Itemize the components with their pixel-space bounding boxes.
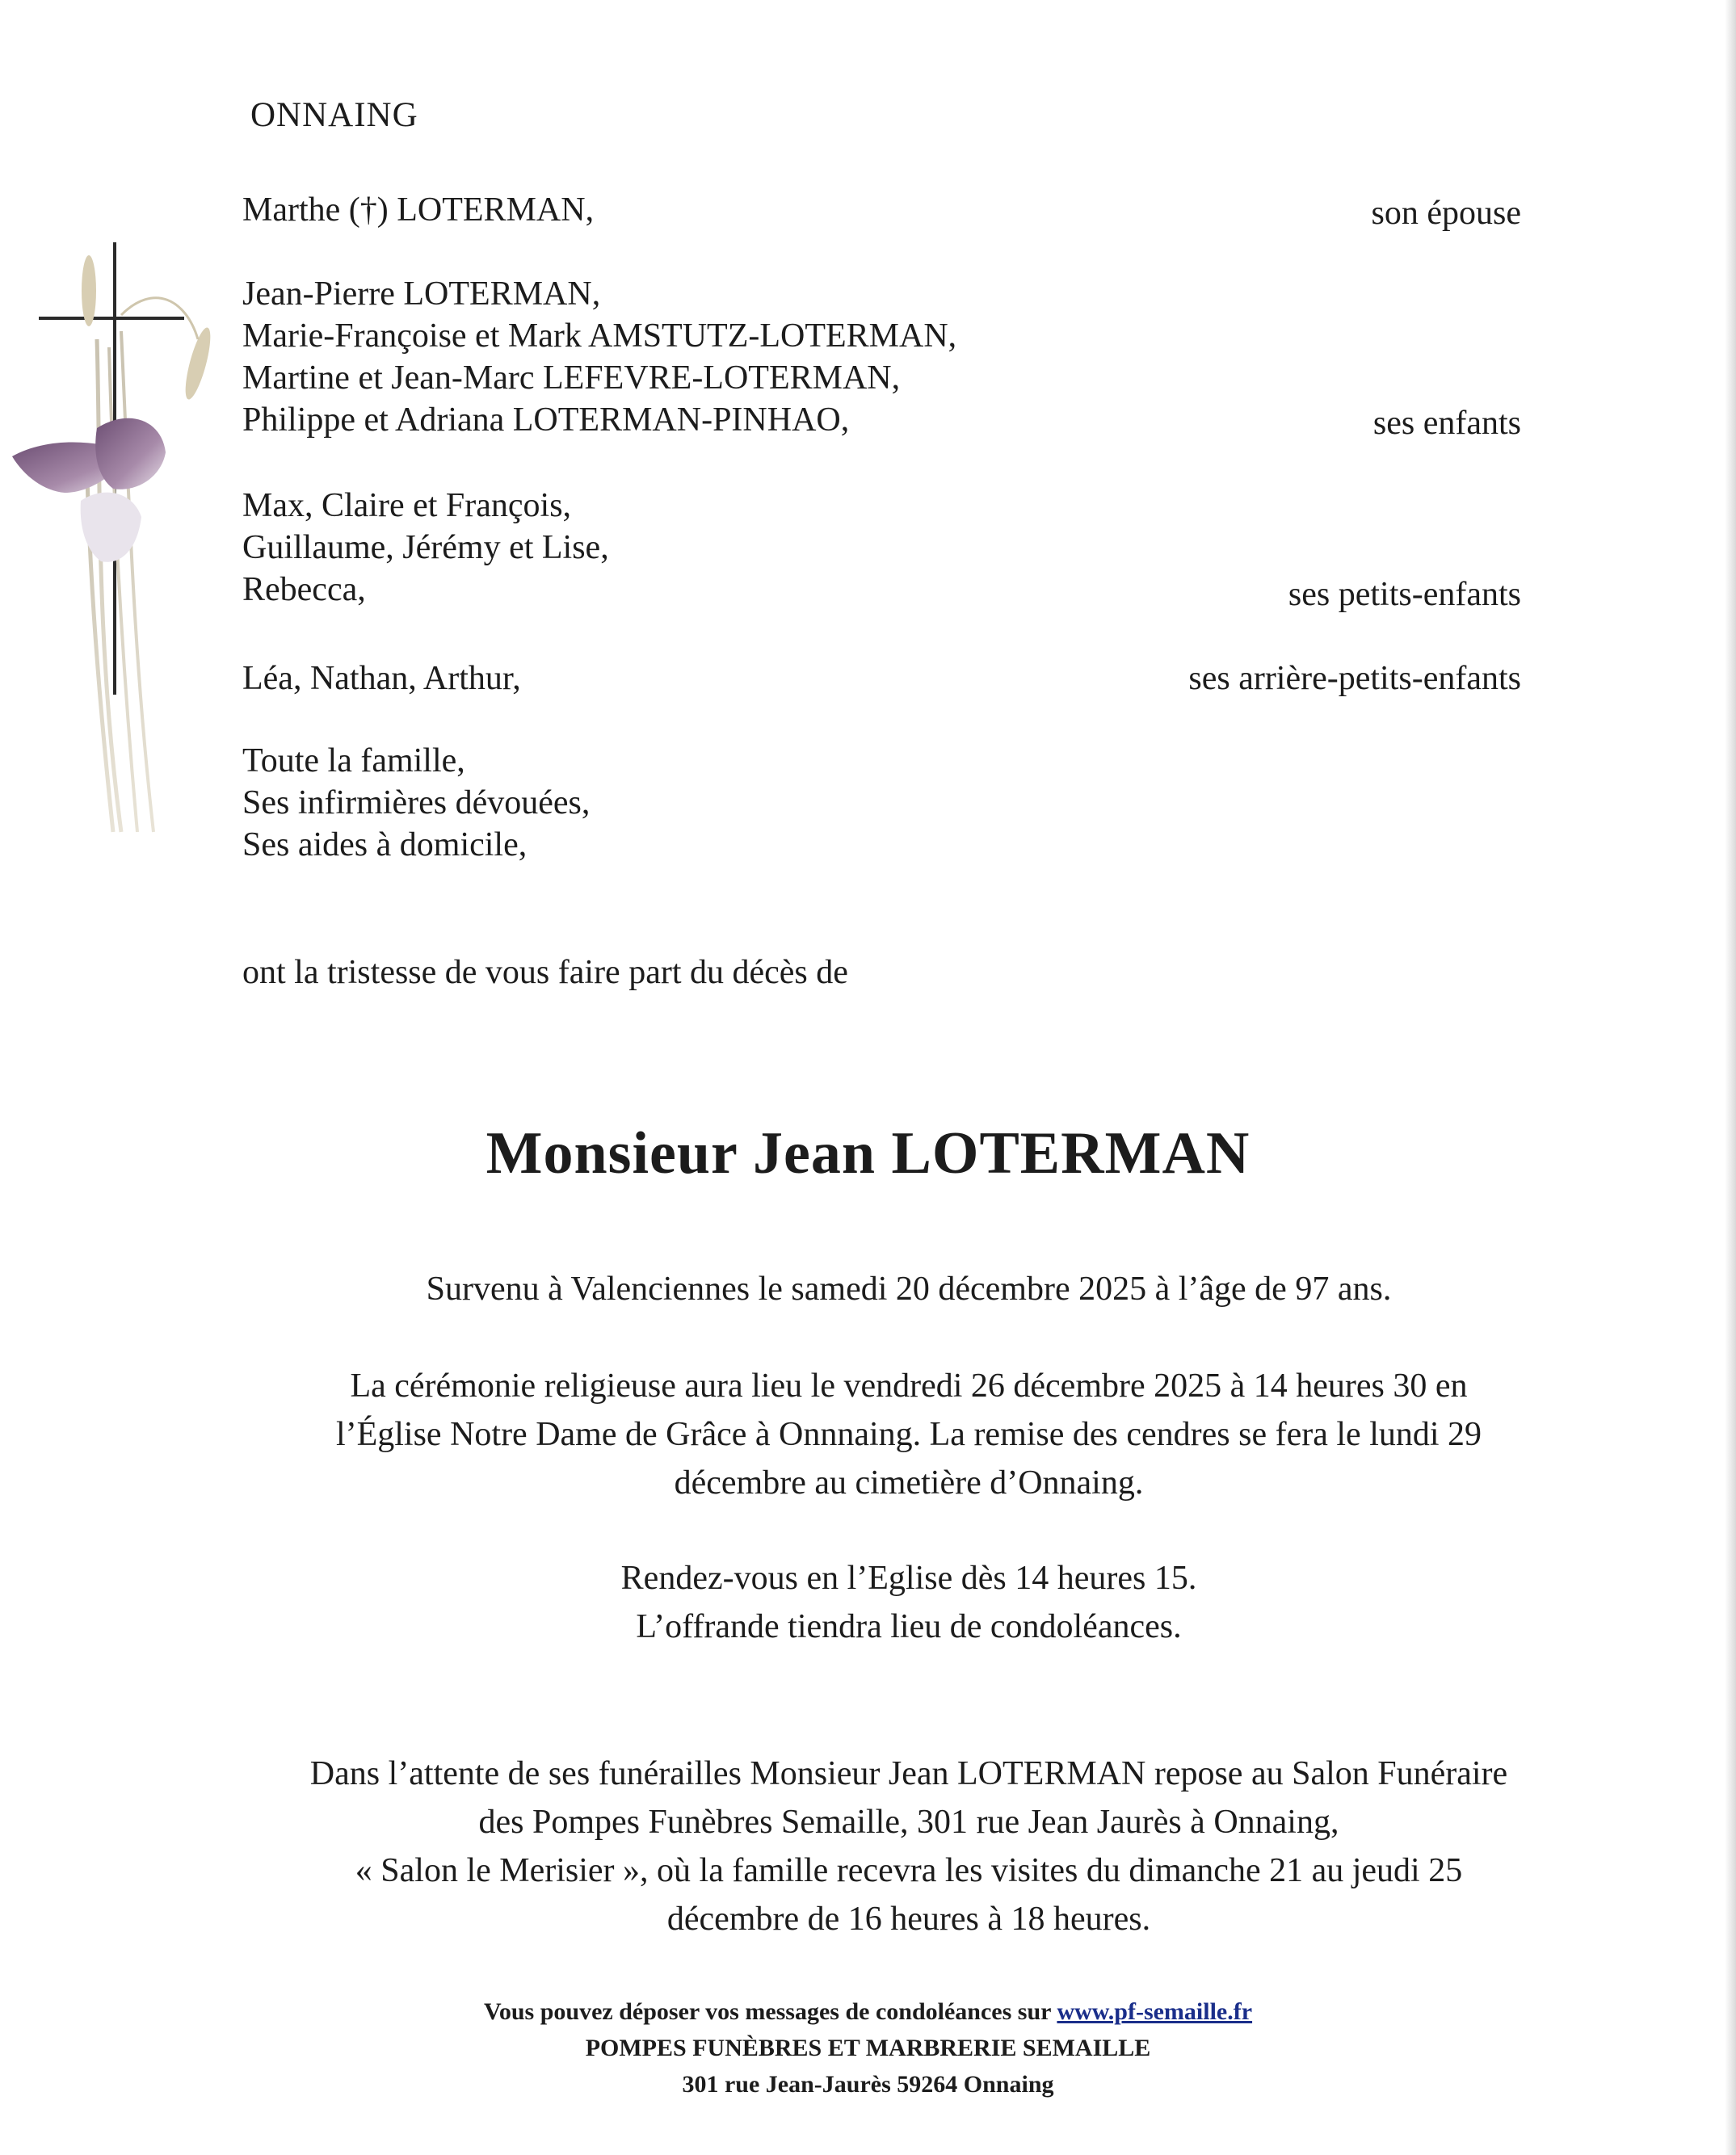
grandchild-name: Rebecca, xyxy=(242,571,366,608)
visitation-details xyxy=(202,1750,1616,1943)
ceremony-details xyxy=(202,1362,1616,1507)
visitation-line: des Pompes Funèbres Semaille, 301 rue Jean Jaurès à Onnaing, xyxy=(478,1804,1339,1841)
others-block xyxy=(242,740,1527,866)
children-relation: ses enfants xyxy=(1372,405,1521,442)
spouse-relation: son épouse xyxy=(1371,195,1521,232)
grandchildren-relation: ses petits-enfants xyxy=(1288,576,1521,613)
child-name: Marie-Françoise et Mark AMSTUTZ-LOTERMAN, xyxy=(242,317,957,355)
website-link[interactable]: www.pf-semaille.fr xyxy=(1057,1998,1253,2025)
other-mourner: Toute la famille, xyxy=(242,742,465,779)
other-mourner: Ses infirmières dévouées, xyxy=(242,784,591,821)
meeting-line: L’offrande tiendra lieu de condoléances. xyxy=(636,1608,1182,1645)
meeting-details xyxy=(202,1554,1616,1651)
child-name: Martine et Jean-Marc LEFEVRE-LOTERMAN, xyxy=(242,359,901,397)
announcement-text: ont la tristesse de vous faire part du décès de xyxy=(242,954,848,991)
children-block xyxy=(242,273,1527,441)
company-name: POMPES FUNÈBRES ET MARBRERIE SEMAILLE xyxy=(585,2035,1151,2061)
condolence-message-line xyxy=(0,1993,1736,2030)
city-heading: ONNAING xyxy=(250,96,418,134)
condolence-prefix: Vous pouvez déposer vos messages de condoléances sur xyxy=(483,1998,1051,2025)
visitation-line: décembre de 16 heures à 18 heures. xyxy=(666,1901,1151,1938)
child-name: Philippe et Adriana LOTERMAN-PINHAO, xyxy=(242,401,850,439)
meeting-line: Rendez-vous en l’Eglise dès 14 heures 15. xyxy=(620,1560,1197,1597)
visitation-line: Dans l’attente de ses funérailles Monsieur Jean LOTERMAN repose au Salon Funéraire xyxy=(309,1755,1508,1792)
death-details xyxy=(202,1265,1616,1313)
grandchild-name: Max, Claire et François, xyxy=(242,487,572,524)
spouse-name: Marthe (†) LOTERMAN, xyxy=(242,191,595,229)
grandchild-name: Guillaume, Jérémy et Lise, xyxy=(242,529,609,566)
page-edge-shadow xyxy=(1725,0,1736,2155)
company-address: 301 rue Jean-Jaurès 59264 Onnaing xyxy=(682,2071,1054,2098)
ceremony-line: décembre au cimetière d’Onnaing. xyxy=(674,1464,1144,1502)
spouse-block xyxy=(242,189,1527,231)
cross-lily-decoration-icon xyxy=(0,234,218,848)
child-name: Jean-Pierre LOTERMAN, xyxy=(242,275,601,313)
great-grandchildren-relation: ses arrière-petits-enfants xyxy=(1188,660,1521,697)
ceremony-line: La cérémonie religieuse aura lieu le vendredi 26 décembre 2025 à 14 heures 30 en xyxy=(350,1367,1468,1405)
death-line: Survenu à Valenciennes le samedi 20 décembre 2025 à l’âge de 97 ans. xyxy=(426,1271,1392,1308)
other-mourner: Ses aides à domicile, xyxy=(242,826,528,863)
footer xyxy=(0,1993,1736,2102)
ceremony-line: l’Église Notre Dame de Grâce à Onnnaing. La remise des cendres se fera le lundi 29 xyxy=(335,1416,1482,1453)
deceased-name: Monsieur Jean LOTERMAN xyxy=(485,1120,1251,1187)
visitation-line: « Salon le Merisier », où la famille recevra les visites du dimanche 21 au jeudi 25 xyxy=(355,1852,1463,1889)
great-grandchild-name: Léa, Nathan, Arthur, xyxy=(242,660,521,697)
